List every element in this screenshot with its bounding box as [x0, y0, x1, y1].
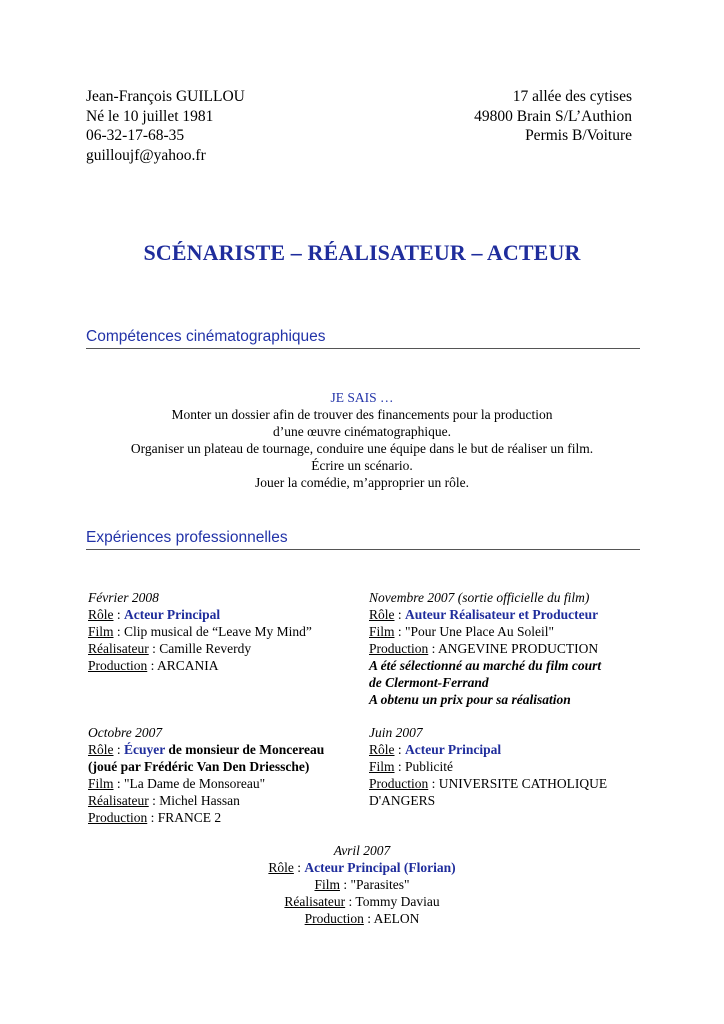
text-fragment: :	[147, 658, 158, 673]
text-fragment: :	[113, 742, 125, 757]
text-fragment: Film	[314, 877, 340, 892]
entry-date: Octobre 2007	[88, 725, 163, 740]
text-fragment: Écuyer	[124, 742, 166, 757]
text-fragment: :	[339, 877, 351, 892]
entry-film	[88, 775, 324, 792]
entry-production	[369, 775, 607, 792]
text-fragment: Acteur Principal	[405, 742, 502, 757]
skill-line: Jouer la comédie, m’approprier un rôle.	[254, 475, 470, 490]
experience-entry-feb-2008	[88, 589, 312, 674]
text-fragment: Film	[369, 624, 395, 639]
text-fragment: Clip musical de “Leave My Mind”	[124, 624, 312, 639]
entry-award-note: de Clermont-Ferrand	[369, 675, 489, 690]
experience-entry-oct-2007	[88, 724, 324, 826]
text-fragment: :	[345, 894, 356, 909]
skill-line: d’une œuvre cinématographique.	[272, 424, 452, 439]
text-fragment: Michel Hassan	[159, 793, 240, 808]
text-fragment: FRANCE 2	[157, 810, 222, 825]
entry-role	[88, 606, 312, 623]
text-fragment: Acteur Principal	[124, 607, 221, 622]
entry-award-note: A obtenu un prix pour sa réalisation	[369, 692, 571, 707]
email: guilloujf@yahoo.fr	[86, 146, 206, 164]
entry-date: Novembre 2007 (sortie officielle du film)	[369, 590, 590, 605]
text-fragment: :	[148, 641, 160, 656]
entry-award-note: A été sélectionné au marché du film court	[369, 658, 602, 673]
entry-role	[88, 741, 324, 758]
text-fragment: :	[428, 776, 439, 791]
text-fragment: ARCANIA	[157, 658, 219, 673]
skill-line: Organiser un plateau de tournage, conduire une équipe dans le but de réaliser un film.	[130, 441, 594, 456]
entry-date: Avril 2007	[333, 843, 391, 858]
text-fragment: Production	[304, 911, 364, 926]
birth-date: Né le 10 juillet 1981	[86, 107, 214, 125]
page-title: SCÉNARISTE – RÉALISATEUR – ACTEUR	[143, 240, 581, 265]
entry-production	[88, 809, 324, 826]
entry-date: Février 2008	[88, 590, 159, 605]
text-fragment: :	[148, 793, 160, 808]
entry-production-line2: D'ANGERS	[369, 793, 436, 808]
entry-film	[88, 623, 312, 640]
entry-film	[0, 876, 724, 893]
text-fragment: Tommy Daviau	[355, 894, 440, 909]
text-fragment: Rôle	[369, 607, 395, 622]
text-fragment: Production	[88, 810, 148, 825]
experience-entry-nov-2007	[369, 589, 601, 708]
text-fragment: Production	[88, 658, 148, 673]
contact-right	[474, 87, 632, 146]
entry-role	[369, 741, 607, 758]
skill-line: Écrire un scénario.	[311, 458, 413, 473]
text-fragment: UNIVERSITE CATHOLIQUE	[438, 776, 608, 791]
text-fragment: :	[394, 624, 406, 639]
entry-production	[0, 910, 724, 927]
entry-film	[369, 758, 607, 775]
skills-heading: Compétences cinématographiques	[86, 328, 640, 349]
text-fragment: Réalisateur	[88, 793, 149, 808]
text-fragment: :	[394, 607, 406, 622]
text-fragment: "Pour Une Place Au Soleil"	[405, 624, 555, 639]
entry-role-detail: (joué par Frédéric Van Den Driessche)	[88, 759, 310, 774]
text-fragment: Rôle	[369, 742, 395, 757]
entry-production	[88, 657, 312, 674]
skill-line: Monter un dossier afin de trouver des financements pour la production	[171, 407, 553, 422]
text-fragment: :	[394, 759, 406, 774]
text-fragment: :	[293, 860, 305, 875]
skills-intro: JE SAIS …	[330, 390, 394, 405]
entry-director	[0, 893, 724, 910]
entry-director	[88, 792, 324, 809]
experience-heading: Expériences professionnelles	[86, 529, 640, 550]
text-fragment: :	[394, 742, 406, 757]
text-fragment: Rôle	[268, 860, 294, 875]
text-fragment: Rôle	[88, 607, 114, 622]
text-fragment: Auteur Réalisateur et Producteur	[405, 607, 599, 622]
entry-production	[369, 640, 601, 657]
text-fragment: Film	[369, 759, 395, 774]
text-fragment: Film	[88, 776, 114, 791]
address-street: 17 allée des cytises	[512, 88, 632, 105]
phone: 06-32-17-68-35	[86, 127, 185, 144]
text-fragment: Production	[369, 641, 429, 656]
entry-director	[88, 640, 312, 657]
text-fragment: :	[113, 624, 125, 639]
skills-block	[0, 389, 724, 491]
contact-left	[86, 87, 245, 165]
entry-role	[369, 606, 601, 623]
entry-date: Juin 2007	[369, 725, 423, 740]
text-fragment: Film	[88, 624, 114, 639]
name: Jean-François GUILLOU	[86, 88, 245, 105]
text-fragment: :	[428, 641, 439, 656]
entry-role	[0, 859, 724, 876]
text-fragment: Acteur Principal (Florian)	[304, 860, 456, 875]
text-fragment: Publicité	[405, 759, 454, 774]
text-fragment: "Parasites"	[350, 877, 410, 892]
text-fragment: :	[113, 776, 125, 791]
text-fragment: Réalisateur	[88, 641, 149, 656]
text-fragment: :	[147, 810, 158, 825]
driving-license: Permis B/Voiture	[525, 127, 632, 144]
address-city: 49800 Brain S/L’Authion	[474, 107, 632, 125]
text-fragment: AELON	[373, 911, 420, 926]
text-fragment: :	[363, 911, 374, 926]
experience-entry-jun-2007	[369, 724, 607, 809]
text-fragment: Camille Reverdy	[159, 641, 252, 656]
entry-film	[369, 623, 601, 640]
text-fragment: Rôle	[88, 742, 114, 757]
text-fragment: "La Dame de Monsoreau"	[124, 776, 266, 791]
experience-entry-apr-2007	[0, 842, 724, 927]
text-fragment: ANGEVINE PRODUCTION	[438, 641, 599, 656]
text-fragment: :	[113, 607, 125, 622]
text-fragment: Production	[369, 776, 429, 791]
text-fragment: de monsieur de Moncereau	[165, 742, 325, 757]
text-fragment: Réalisateur	[284, 894, 346, 909]
